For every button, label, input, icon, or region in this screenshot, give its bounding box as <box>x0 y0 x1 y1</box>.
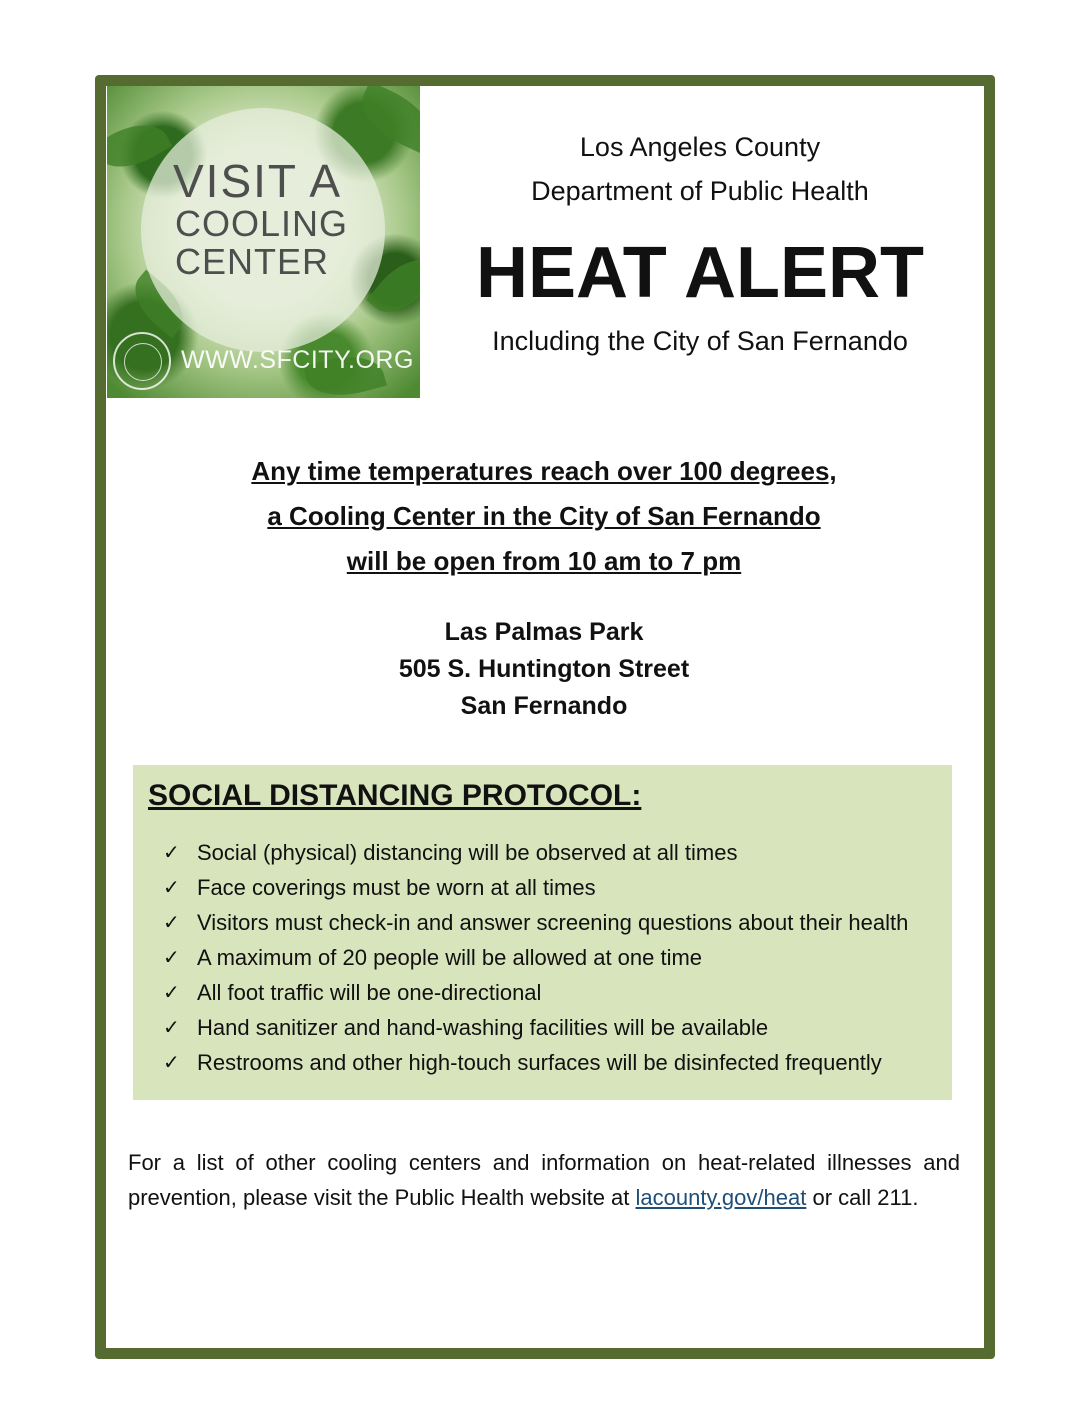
page-title: HEAT ALERT <box>476 233 924 313</box>
list-item <box>163 835 908 870</box>
list-item-text: All foot traffic will be one-directional <box>197 979 542 1005</box>
footer-text-end: or call 211. <box>806 1185 919 1210</box>
org-name-line2: Department of Public Health <box>531 176 869 206</box>
city-seal-icon <box>113 332 171 390</box>
protocol-list <box>163 835 908 1080</box>
promo-url: WWW.SFCITY.ORG <box>181 346 414 374</box>
list-item <box>163 940 908 975</box>
protocol-heading: SOCIAL DISTANCING PROTOCOL: <box>148 779 642 812</box>
list-item <box>163 905 908 940</box>
checkmark-icon: ✓ <box>163 842 180 864</box>
cooling-center-promo-image <box>107 86 420 398</box>
list-item <box>163 1010 908 1045</box>
condition-line: Any time temperatures reach over 100 degrees, <box>251 456 837 486</box>
list-item-text: Face coverings must be worn at all times <box>197 874 596 900</box>
checkmark-icon: ✓ <box>163 912 180 934</box>
list-item-text: Hand sanitizer and hand-washing facilities will be available <box>197 1014 769 1040</box>
page-subtitle: Including the City of San Fernando <box>492 326 908 356</box>
checkmark-icon: ✓ <box>163 1017 180 1039</box>
list-item-text: Visitors must check-in and answer screening questions about their health <box>197 909 909 935</box>
list-item <box>163 1045 908 1080</box>
checkmark-icon: ✓ <box>163 947 180 969</box>
list-item-text: Restrooms and other high-touch surfaces will be disinfected frequently <box>197 1049 882 1075</box>
checkmark-icon: ✓ <box>163 1052 180 1074</box>
protocol-box <box>133 765 952 1100</box>
checkmark-icon: ✓ <box>163 982 180 1004</box>
checkmark-icon: ✓ <box>163 877 180 899</box>
promo-line-center: CENTER <box>175 241 330 282</box>
list-item <box>163 870 908 905</box>
leaf-decoration <box>351 86 420 155</box>
condition-line: a Cooling Center in the City of San Fernando <box>267 501 821 531</box>
public-health-link[interactable]: lacounty.gov/heat <box>635 1185 807 1210</box>
location-name: Las Palmas Park <box>444 618 644 646</box>
list-item-text: A maximum of 20 people will be allowed at one time <box>197 944 703 970</box>
location-city: San Fernando <box>460 692 628 720</box>
list-item-text: Social (physical) distancing will be observed at all times <box>197 839 738 865</box>
condition-line: will be open from 10 am to 7 pm <box>346 546 742 576</box>
promo-line-visit: VISIT A <box>173 155 343 207</box>
promo-line-cooling: COOLING <box>175 203 349 244</box>
footer-text: For a list of other cooling centers and information on heat-related illnesses and prevention, please visit the Public Health website at <box>128 1150 960 1210</box>
org-name-line1: Los Angeles County <box>579 132 821 162</box>
location-street: 505 S. Huntington Street <box>398 655 690 683</box>
list-item <box>163 975 908 1010</box>
footer-info <box>128 1145 960 1215</box>
